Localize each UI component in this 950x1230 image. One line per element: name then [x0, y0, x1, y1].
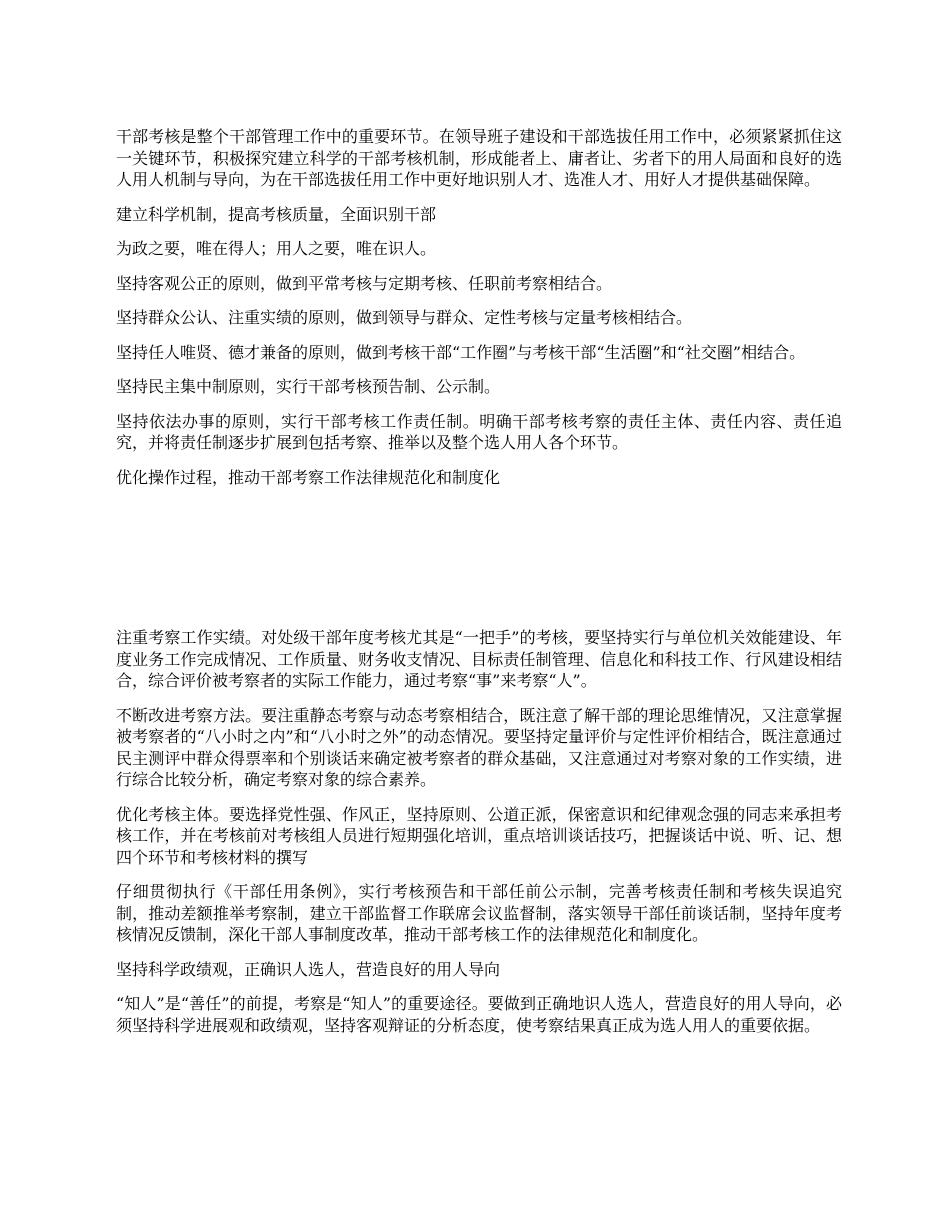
paragraph-performance: 注重考察工作实绩。对处级干部年度考核尤其是“一把手”的考核，要坚持实行与单位机关效能建设、年度业务工作完成情况、工作质量、财务收支情况、目标责任制管理、信息化和科技工作、行风建设相结合，综合评价被考察者的实际工作能力，通过考察“事”来考察“人”。: [116, 628, 842, 690]
principle-democratic-centralism: 坚持民主集中制原则，实行干部考核预告制、公示制。: [116, 377, 501, 396]
paragraph-methods: 不断改进考察方法。要注重静态考察与动态考察相结合，既注意了解干部的理论思维情况，又注意掌握被考察者的“八小时之内”和“八小时之外”的动态情况。要坚持定量评价与定性评价相结合，既注意通过民主测评中群众得票率和个别谈话来确定被考察者的群众基础，又注意通过对考察对象的工作实绩，进行综合比较分析，确定考察对象的综合素养。: [116, 705, 842, 789]
document-section-1: [116, 126, 842, 501]
intro-paragraph: 干部考核是整个干部管理工作中的重要环节。在领导班子建设和干部选拔任用工作中，必须紧紧抓住这一关键环节，积极探究建立科学的干部考核机制，形成能者上、庸者让、劣者下的用人局面和良好的选人用人机制与导向，为在干部选拔任用工作中更好地识别人才、选准人才、用好人才提供基础保障。: [116, 127, 842, 189]
paragraph-quote: 为政之要，唯在得人；用人之要，唯在识人。: [116, 239, 437, 258]
paragraph-regulations: 仔细贯彻执行《干部任用条例》，实行考核预告和干部任前公示制，完善考核责任制和考核失误追究制，推动差额推举考察制，建立干部监督工作联席会议监督制，落实领导干部任前谈话制，坚持年度考核情况反馈制，深化干部人事制度改革，推动干部考核工作的法律规范化和制度化。: [116, 882, 842, 944]
principle-objective: 坚持客观公正的原则，做到平常考核与定期考核、任职前考察相结合。: [116, 273, 613, 293]
section-heading-process: 优化操作过程，推动干部考察工作法律规范化和制度化: [116, 467, 501, 487]
principle-public-recognition: 坚持群众公认、注重实绩的原则，做到领导与群众、定性考核与定量考核相结合。: [116, 308, 693, 327]
document-section-2: [116, 627, 842, 1049]
principle-rule-of-law: 坚持依法办事的原则，实行干部考核工作责任制。明确干部考核考察的责任主体、责任内容、责任追究，并将责任制逐步扩展到包括考察、推举以及整个选人用人各个环节。: [116, 411, 842, 452]
paragraph-knowing-people: “知人”是“善任”的前提，考察是“知人”的重要途径。要做到正确地识人选人，营造良好的用人导向，必须坚持科学进展观和政绩观，坚持客观辩证的分析态度，使考察结果真正成为选人用人的重要依据。: [116, 994, 842, 1035]
paragraph-assessors: 优化考核主体。要选择党性强、作风正，坚持原则、公道正派，保密意识和纪律观念强的同志来承担考核工作，并在考核前对考核组人员进行短期强化培训，重点培训谈话技巧，把握谈话中说、听、记、想四个环节和考核材料的撰写: [116, 804, 842, 867]
principle-merit: 坚持任人唯贤、德才兼备的原则，做到考核干部“工作圈”与考核干部“生活圈”和“社交圈”相结合。: [116, 342, 806, 362]
section-heading-achievement: 坚持科学政绩观，正确识人选人，营造良好的用人导向: [116, 959, 501, 979]
section-heading-mechanism: 建立科学机制，提高考核质量，全面识别干部: [116, 204, 437, 224]
